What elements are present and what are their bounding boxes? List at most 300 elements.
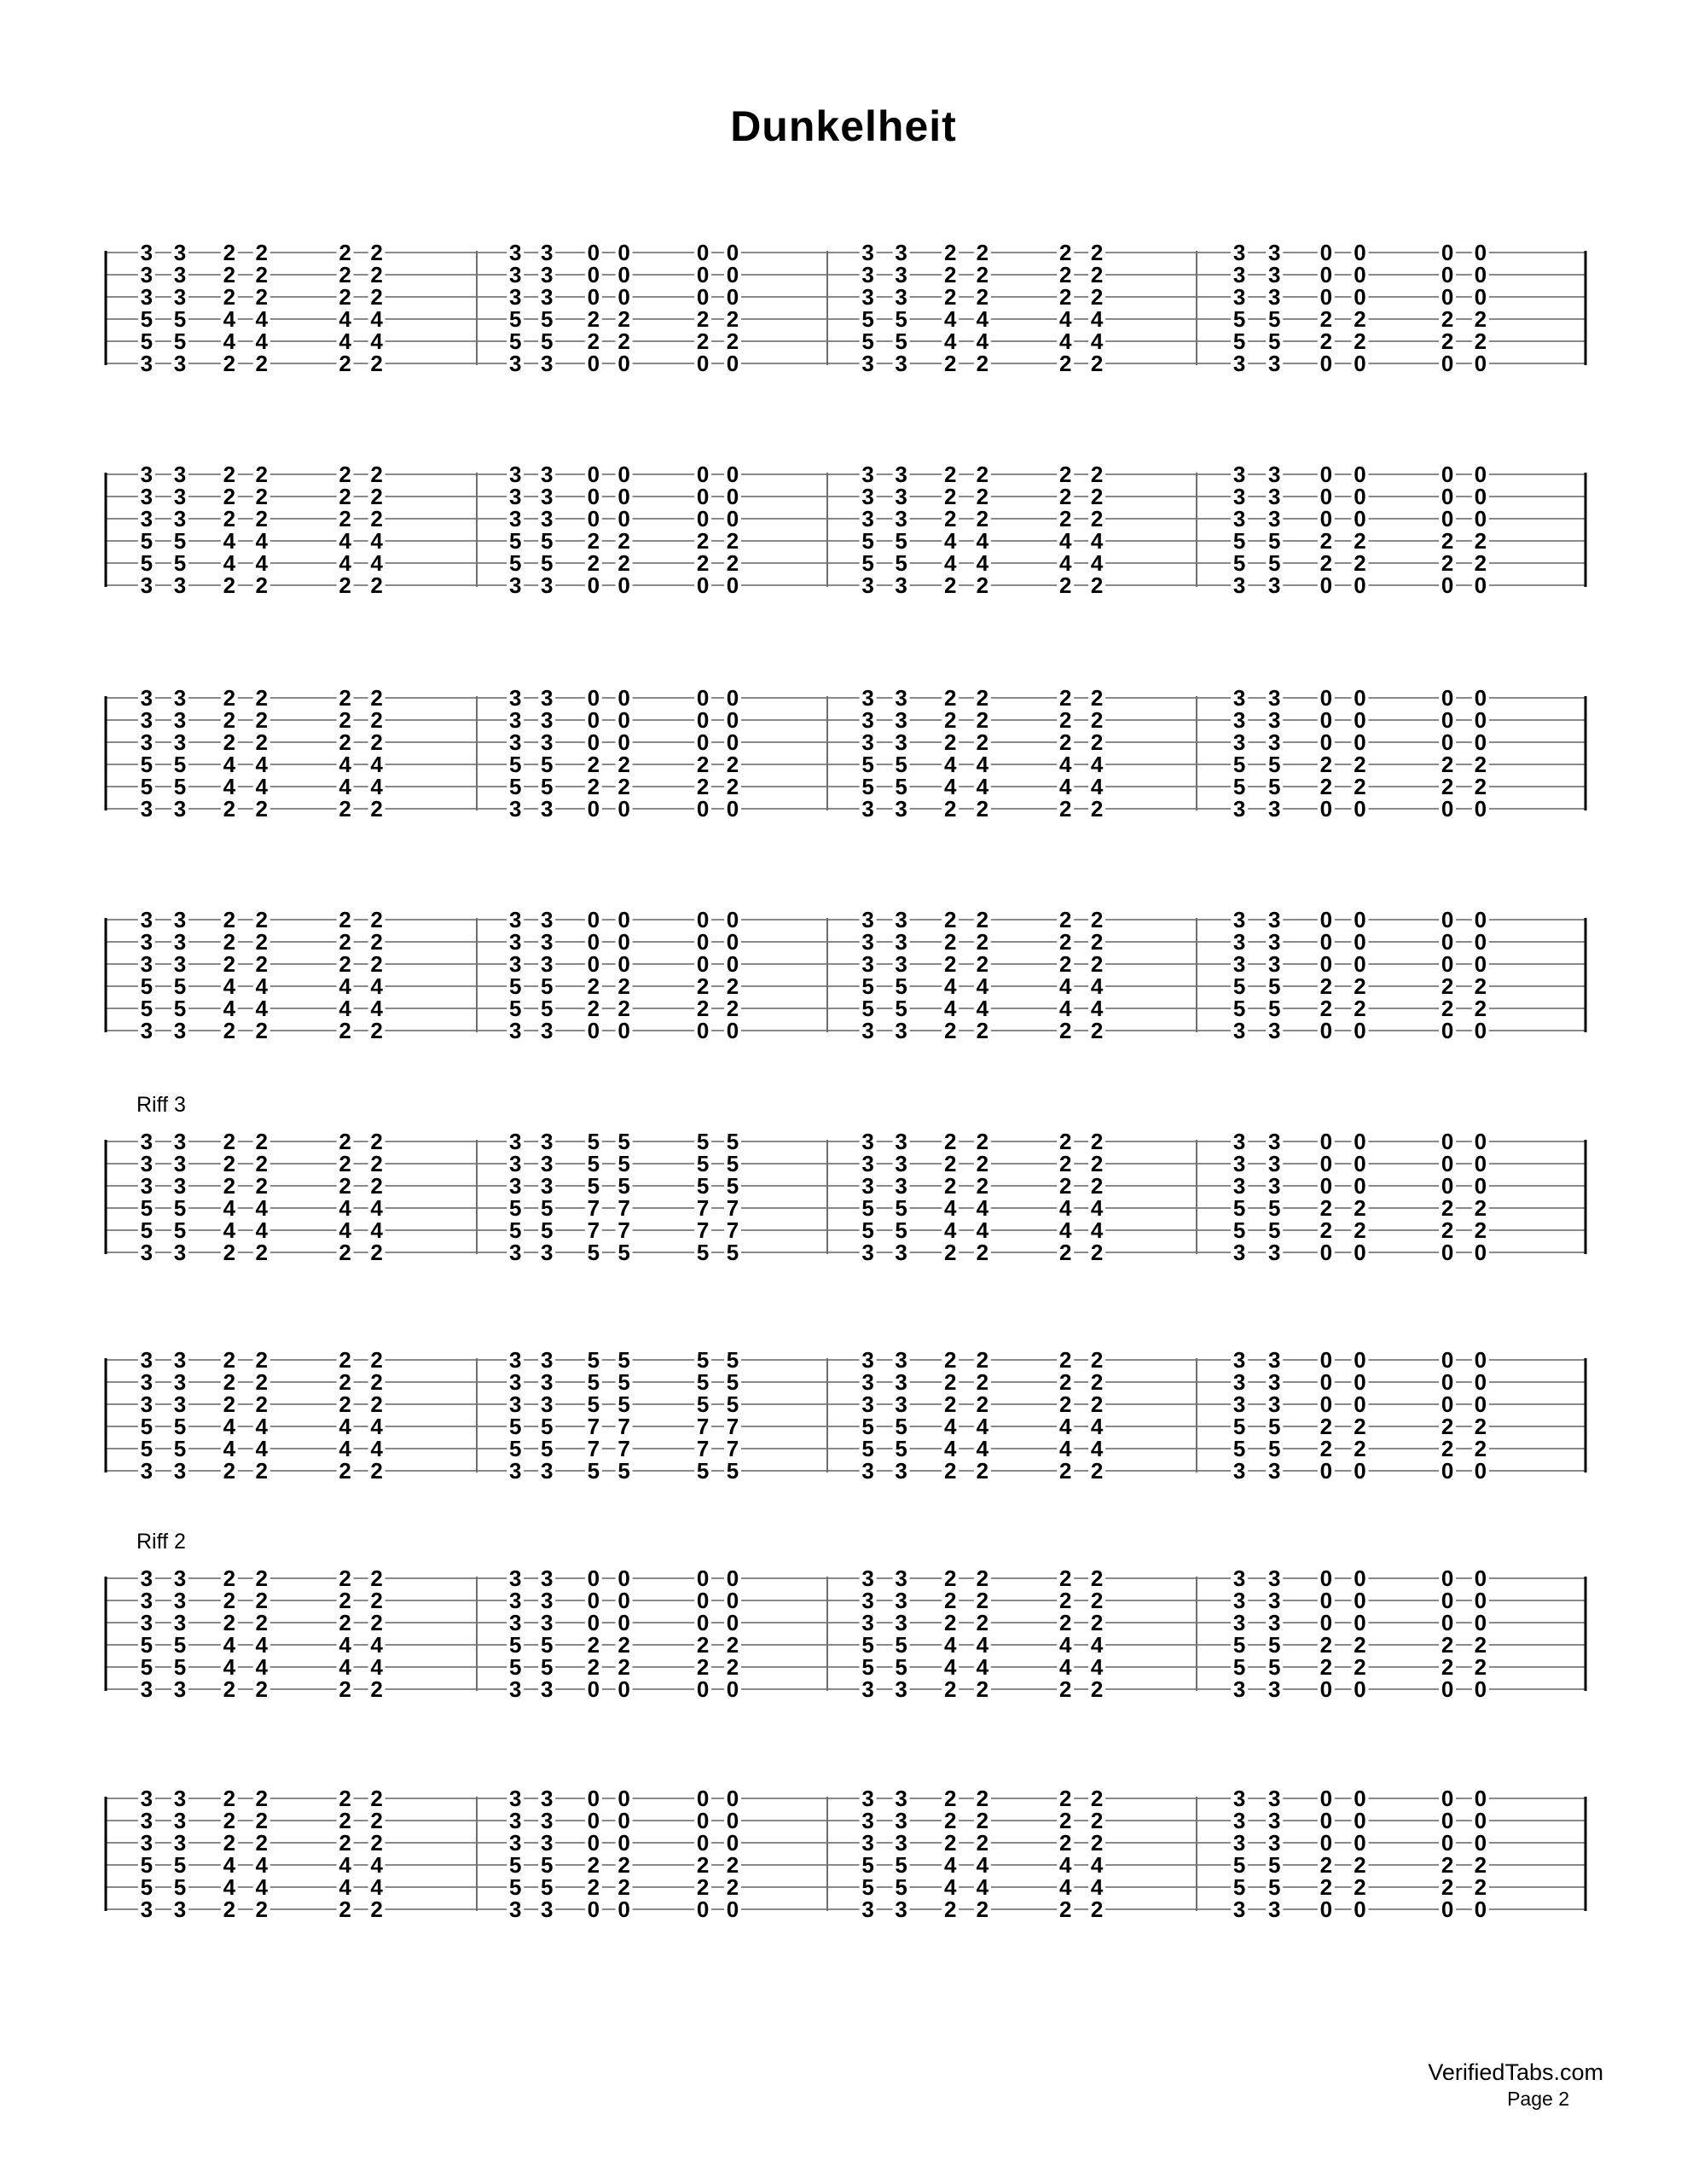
fret-number: 2 bbox=[976, 1830, 989, 1856]
fret-number: 3 bbox=[861, 1676, 874, 1702]
fret-number: 5 bbox=[696, 1458, 710, 1484]
fret-number: 5 bbox=[540, 1852, 554, 1878]
fret-number: 2 bbox=[1090, 1676, 1104, 1702]
fret-number: 0 bbox=[617, 462, 630, 487]
fret-number: 4 bbox=[255, 550, 268, 576]
fret-number: 4 bbox=[943, 1217, 957, 1243]
fret-number: 2 bbox=[1059, 907, 1072, 932]
fret-number: 5 bbox=[895, 752, 907, 777]
fret-number: 0 bbox=[1319, 1830, 1333, 1856]
fret-number: 2 bbox=[370, 284, 383, 310]
fret-number: 2 bbox=[1059, 729, 1072, 755]
tab-system bbox=[0, 1773, 1687, 1922]
fret-number: 2 bbox=[255, 1458, 268, 1484]
fret-number: 3 bbox=[895, 1830, 907, 1856]
fret-number: 4 bbox=[976, 1436, 989, 1461]
fret-number: 5 bbox=[587, 1173, 600, 1199]
fret-number: 5 bbox=[173, 1217, 187, 1243]
fret-number: 0 bbox=[1319, 284, 1333, 310]
fret-number: 4 bbox=[943, 1654, 957, 1680]
fret-number: 0 bbox=[1441, 951, 1454, 977]
fret-number: 2 bbox=[370, 1896, 383, 1922]
fret-number: 0 bbox=[587, 1808, 600, 1833]
song-title: Dunkelheit bbox=[730, 102, 957, 150]
fret-number: 5 bbox=[1232, 550, 1246, 576]
fret-number: 2 bbox=[370, 1786, 383, 1811]
footer-site: VerifiedTabs.com bbox=[1428, 2059, 1603, 2085]
fret-number: 0 bbox=[1441, 1129, 1454, 1154]
fret-number: 3 bbox=[173, 284, 187, 310]
fret-number: 0 bbox=[1474, 284, 1487, 310]
fret-number: 2 bbox=[339, 1610, 351, 1635]
fret-number: 2 bbox=[976, 1151, 989, 1176]
fret-number: 2 bbox=[223, 506, 236, 531]
fret-number: 3 bbox=[1267, 1808, 1281, 1833]
fret-number: 0 bbox=[1319, 1610, 1333, 1635]
fret-number: 3 bbox=[861, 1369, 874, 1395]
fret-number: 0 bbox=[726, 1676, 739, 1702]
fret-number: 2 bbox=[976, 1369, 989, 1395]
fret-number: 5 bbox=[1267, 1217, 1281, 1243]
fret-number: 5 bbox=[895, 1654, 907, 1680]
fret-number: 4 bbox=[370, 1852, 383, 1878]
fret-number: 0 bbox=[1354, 1808, 1366, 1833]
fret-number: 0 bbox=[1474, 1565, 1487, 1591]
fret-number: 5 bbox=[895, 328, 907, 354]
fret-number: 3 bbox=[895, 1610, 907, 1635]
fret-number: 5 bbox=[895, 1852, 907, 1878]
fret-number: 3 bbox=[508, 929, 522, 955]
fret-number: 5 bbox=[587, 1240, 600, 1265]
fret-number: 0 bbox=[1319, 951, 1333, 977]
fret-number: 2 bbox=[1474, 973, 1487, 999]
fret-number: 3 bbox=[173, 1369, 187, 1395]
fret-number: 5 bbox=[617, 1151, 630, 1176]
fret-number: 2 bbox=[223, 1129, 236, 1154]
fret-number: 2 bbox=[223, 729, 236, 755]
fret-number: 4 bbox=[976, 550, 989, 576]
fret-number: 4 bbox=[976, 1654, 989, 1680]
fret-number: 2 bbox=[1090, 1458, 1104, 1484]
tab-staff bbox=[0, 1334, 1687, 1505]
fret-number: 4 bbox=[370, 1195, 383, 1221]
fret-number: 2 bbox=[223, 462, 236, 487]
fret-number: 4 bbox=[370, 1436, 383, 1461]
fret-number: 3 bbox=[861, 1240, 874, 1265]
fret-number: 0 bbox=[1474, 572, 1487, 598]
fret-number: 2 bbox=[976, 240, 989, 265]
fret-number: 3 bbox=[861, 284, 874, 310]
fret-number: 2 bbox=[976, 1018, 989, 1043]
fret-number: 3 bbox=[895, 1391, 907, 1417]
fret-number: 5 bbox=[1267, 1195, 1281, 1221]
fret-number: 4 bbox=[255, 1195, 268, 1221]
fret-number: 3 bbox=[1232, 240, 1246, 265]
fret-number: 2 bbox=[1059, 1786, 1072, 1811]
fret-number: 2 bbox=[255, 284, 268, 310]
fret-number: 3 bbox=[140, 1240, 154, 1265]
fret-number: 2 bbox=[339, 1018, 351, 1043]
fret-number: 0 bbox=[1441, 284, 1454, 310]
fret-number: 0 bbox=[1354, 351, 1366, 376]
fret-number: 3 bbox=[1232, 1129, 1246, 1154]
fret-number: 0 bbox=[587, 284, 600, 310]
fret-number: 2 bbox=[976, 729, 989, 755]
fret-number: 0 bbox=[1441, 506, 1454, 531]
fret-number: 2 bbox=[726, 550, 739, 576]
fret-number: 3 bbox=[508, 240, 522, 265]
fret-number: 2 bbox=[370, 1458, 383, 1484]
fret-number: 0 bbox=[1319, 240, 1333, 265]
fret-number: 0 bbox=[617, 484, 630, 509]
fret-number: 2 bbox=[943, 1896, 957, 1922]
fret-number: 2 bbox=[223, 1173, 236, 1199]
fret-number: 2 bbox=[223, 1565, 236, 1591]
fret-number: 0 bbox=[1441, 1808, 1454, 1833]
fret-number: 2 bbox=[1474, 752, 1487, 777]
fret-number: 2 bbox=[1354, 550, 1366, 576]
fret-number: 2 bbox=[223, 1369, 236, 1395]
fret-number: 2 bbox=[339, 796, 351, 822]
fret-number: 3 bbox=[1232, 1151, 1246, 1176]
fret-number: 3 bbox=[861, 1610, 874, 1635]
fret-number: 2 bbox=[1090, 1151, 1104, 1176]
fret-number: 3 bbox=[1232, 1565, 1246, 1591]
fret-number: 4 bbox=[976, 1632, 989, 1658]
fret-number: 2 bbox=[1441, 1217, 1454, 1243]
fret-number: 2 bbox=[223, 284, 236, 310]
fret-number: 3 bbox=[140, 506, 154, 531]
fret-number: 4 bbox=[1059, 528, 1072, 554]
fret-number: 2 bbox=[726, 1852, 739, 1878]
fret-number: 3 bbox=[1267, 1151, 1281, 1176]
fret-number: 5 bbox=[140, 1195, 154, 1221]
fret-number: 0 bbox=[587, 506, 600, 531]
fret-number: 2 bbox=[1059, 284, 1072, 310]
fret-number: 5 bbox=[895, 1436, 907, 1461]
fret-number: 4 bbox=[1090, 550, 1104, 576]
fret-number: 2 bbox=[1090, 1391, 1104, 1417]
fret-number: 3 bbox=[508, 907, 522, 932]
fret-number: 2 bbox=[943, 1240, 957, 1265]
fret-number: 2 bbox=[1441, 1632, 1454, 1658]
fret-number: 0 bbox=[726, 1588, 739, 1613]
fret-number: 3 bbox=[861, 907, 874, 932]
fret-number: 3 bbox=[173, 572, 187, 598]
fret-number: 4 bbox=[223, 1874, 236, 1900]
fret-number: 0 bbox=[1319, 707, 1333, 733]
fret-number: 0 bbox=[1354, 1129, 1366, 1154]
fret-number: 0 bbox=[587, 1676, 600, 1702]
fret-number: 5 bbox=[696, 1129, 710, 1154]
fret-number: 0 bbox=[1354, 1676, 1366, 1702]
fret-number: 0 bbox=[1474, 1610, 1487, 1635]
fret-number: 2 bbox=[617, 1852, 630, 1878]
fret-number: 4 bbox=[1090, 996, 1104, 1021]
fret-number: 3 bbox=[1267, 351, 1281, 376]
fret-number: 2 bbox=[587, 1632, 600, 1658]
fret-number: 2 bbox=[255, 484, 268, 509]
fret-number: 3 bbox=[1267, 572, 1281, 598]
fret-number: 2 bbox=[943, 1173, 957, 1199]
fret-number: 4 bbox=[255, 328, 268, 354]
fret-number: 2 bbox=[370, 929, 383, 955]
fret-number: 0 bbox=[587, 951, 600, 977]
fret-number: 2 bbox=[976, 1676, 989, 1702]
fret-number: 3 bbox=[861, 1786, 874, 1811]
fret-number: 3 bbox=[861, 1830, 874, 1856]
fret-number: 0 bbox=[1474, 1347, 1487, 1373]
fret-number: 3 bbox=[540, 284, 554, 310]
fret-number: 2 bbox=[1354, 528, 1366, 554]
fret-number: 2 bbox=[1090, 1347, 1104, 1373]
fret-number: 4 bbox=[339, 1195, 351, 1221]
fret-number: 5 bbox=[140, 328, 154, 354]
fret-number: 0 bbox=[1441, 1369, 1454, 1395]
fret-number: 3 bbox=[173, 685, 187, 711]
fret-number: 0 bbox=[1441, 240, 1454, 265]
fret-number: 0 bbox=[1474, 796, 1487, 822]
fret-number: 3 bbox=[508, 1676, 522, 1702]
fret-number: 3 bbox=[140, 1786, 154, 1811]
fret-number: 2 bbox=[1090, 1565, 1104, 1591]
fret-number: 3 bbox=[173, 1786, 187, 1811]
fret-number: 2 bbox=[370, 796, 383, 822]
fret-number: 3 bbox=[895, 1018, 907, 1043]
fret-number: 2 bbox=[943, 685, 957, 711]
fret-number: 4 bbox=[339, 752, 351, 777]
fret-number: 5 bbox=[895, 1217, 907, 1243]
fret-number: 4 bbox=[1059, 752, 1072, 777]
fret-number: 0 bbox=[1441, 907, 1454, 932]
fret-number: 3 bbox=[861, 240, 874, 265]
fret-number: 2 bbox=[943, 1808, 957, 1833]
fret-number: 5 bbox=[895, 1874, 907, 1900]
fret-number: 0 bbox=[1441, 1347, 1454, 1373]
fret-number: 4 bbox=[255, 1874, 268, 1900]
fret-number: 0 bbox=[587, 1018, 600, 1043]
fret-number: 0 bbox=[1474, 1830, 1487, 1856]
fret-number: 5 bbox=[1232, 528, 1246, 554]
fret-number: 3 bbox=[861, 1151, 874, 1176]
fret-number: 3 bbox=[508, 1588, 522, 1613]
fret-number: 3 bbox=[861, 1458, 874, 1484]
fret-number: 4 bbox=[339, 1436, 351, 1461]
fret-number: 2 bbox=[1354, 1874, 1366, 1900]
fret-number: 2 bbox=[1059, 707, 1072, 733]
fret-number: 2 bbox=[976, 462, 989, 487]
fret-number: 2 bbox=[976, 1458, 989, 1484]
fret-number: 2 bbox=[255, 351, 268, 376]
fret-number: 0 bbox=[1319, 484, 1333, 509]
fret-number: 3 bbox=[861, 1896, 874, 1922]
fret-number: 0 bbox=[1474, 1369, 1487, 1395]
fret-number: 2 bbox=[255, 1018, 268, 1043]
fret-number: 2 bbox=[696, 752, 710, 777]
fret-number: 4 bbox=[976, 306, 989, 332]
fret-number: 5 bbox=[1232, 752, 1246, 777]
fret-number: 4 bbox=[943, 550, 957, 576]
fret-number: 5 bbox=[140, 973, 154, 999]
fret-number: 3 bbox=[173, 1391, 187, 1417]
fret-number: 5 bbox=[726, 1369, 739, 1395]
fret-number: 4 bbox=[1059, 1414, 1072, 1439]
fret-number: 2 bbox=[223, 1808, 236, 1833]
fret-number: 4 bbox=[976, 774, 989, 799]
fret-number: 7 bbox=[617, 1217, 630, 1243]
fret-number: 7 bbox=[617, 1414, 630, 1439]
fret-number: 2 bbox=[1059, 1610, 1072, 1635]
fret-number: 2 bbox=[223, 1347, 236, 1373]
fret-number: 2 bbox=[1474, 1852, 1487, 1878]
fret-number: 2 bbox=[696, 1654, 710, 1680]
fret-number: 2 bbox=[370, 1347, 383, 1373]
fret-number: 3 bbox=[540, 1129, 554, 1154]
fret-number: 7 bbox=[726, 1195, 739, 1221]
fret-number: 5 bbox=[617, 1391, 630, 1417]
fret-number: 3 bbox=[861, 796, 874, 822]
fret-number: 3 bbox=[540, 1018, 554, 1043]
fret-number: 2 bbox=[255, 506, 268, 531]
fret-number: 3 bbox=[508, 1018, 522, 1043]
fret-number: 3 bbox=[895, 484, 907, 509]
fret-number: 2 bbox=[587, 774, 600, 799]
fret-number: 2 bbox=[976, 1173, 989, 1199]
fret-number: 2 bbox=[587, 550, 600, 576]
fret-number: 2 bbox=[370, 262, 383, 288]
fret-number: 4 bbox=[255, 1632, 268, 1658]
fret-number: 0 bbox=[1354, 1458, 1366, 1484]
fret-number: 0 bbox=[617, 1786, 630, 1811]
fret-number: 2 bbox=[1059, 1458, 1072, 1484]
fret-number: 2 bbox=[1354, 1414, 1366, 1439]
fret-number: 0 bbox=[617, 284, 630, 310]
fret-number: 7 bbox=[726, 1436, 739, 1461]
fret-number: 5 bbox=[540, 306, 554, 332]
fret-number: 2 bbox=[1090, 1786, 1104, 1811]
fret-number: 3 bbox=[1232, 1610, 1246, 1635]
fret-number: 2 bbox=[339, 729, 351, 755]
fret-number: 3 bbox=[140, 685, 154, 711]
fret-number: 5 bbox=[140, 1874, 154, 1900]
fret-number: 3 bbox=[508, 351, 522, 376]
fret-number: 2 bbox=[223, 240, 236, 265]
fret-number: 2 bbox=[339, 707, 351, 733]
fret-number: 3 bbox=[173, 1347, 187, 1373]
fret-number: 2 bbox=[370, 1588, 383, 1613]
fret-number: 3 bbox=[1232, 1830, 1246, 1856]
fret-number: 3 bbox=[140, 1588, 154, 1613]
fret-number: 3 bbox=[140, 572, 154, 598]
fret-number: 2 bbox=[1354, 973, 1366, 999]
fret-number: 2 bbox=[1319, 774, 1333, 799]
fret-number: 0 bbox=[1441, 1173, 1454, 1199]
fret-number: 3 bbox=[173, 907, 187, 932]
fret-number: 2 bbox=[1090, 506, 1104, 531]
fret-number: 5 bbox=[173, 996, 187, 1021]
fret-number: 5 bbox=[540, 1436, 554, 1461]
fret-number: 4 bbox=[1059, 1632, 1072, 1658]
fret-number: 4 bbox=[339, 973, 351, 999]
fret-number: 2 bbox=[1059, 685, 1072, 711]
fret-number: 5 bbox=[508, 996, 522, 1021]
fret-number: 4 bbox=[1090, 306, 1104, 332]
fret-number: 0 bbox=[1441, 1458, 1454, 1484]
fret-number: 5 bbox=[508, 1654, 522, 1680]
fret-number: 3 bbox=[540, 1458, 554, 1484]
fret-number: 2 bbox=[339, 1369, 351, 1395]
fret-number: 2 bbox=[587, 328, 600, 354]
fret-number: 2 bbox=[370, 506, 383, 531]
fret-number: 4 bbox=[223, 328, 236, 354]
fret-number: 2 bbox=[223, 1391, 236, 1417]
fret-number: 4 bbox=[976, 1217, 989, 1243]
fret-number: 0 bbox=[696, 240, 710, 265]
fret-number: 3 bbox=[540, 729, 554, 755]
fret-number: 0 bbox=[1319, 1129, 1333, 1154]
fret-number: 3 bbox=[540, 572, 554, 598]
fret-number: 2 bbox=[976, 907, 989, 932]
fret-number: 5 bbox=[540, 550, 554, 576]
tab-system bbox=[0, 672, 1687, 822]
fret-number: 2 bbox=[617, 752, 630, 777]
fret-number: 5 bbox=[173, 1654, 187, 1680]
fret-number: 3 bbox=[1232, 1369, 1246, 1395]
fret-number: 5 bbox=[1232, 973, 1246, 999]
fret-number: 0 bbox=[1319, 929, 1333, 955]
fret-number: 5 bbox=[895, 774, 907, 799]
fret-number: 4 bbox=[339, 1852, 351, 1878]
fret-number: 2 bbox=[1090, 951, 1104, 977]
fret-number: 2 bbox=[1090, 729, 1104, 755]
fret-number: 2 bbox=[223, 1240, 236, 1265]
fret-number: 5 bbox=[1232, 1195, 1246, 1221]
fret-number: 0 bbox=[696, 707, 710, 733]
fret-number: 0 bbox=[1354, 1786, 1366, 1811]
fret-number: 3 bbox=[1232, 1588, 1246, 1613]
fret-number: 4 bbox=[255, 1436, 268, 1461]
fret-number: 3 bbox=[173, 1808, 187, 1833]
fret-number: 0 bbox=[696, 1018, 710, 1043]
fret-number: 2 bbox=[943, 1676, 957, 1702]
fret-number: 2 bbox=[1319, 752, 1333, 777]
fret-number: 2 bbox=[943, 1151, 957, 1176]
fret-number: 3 bbox=[540, 1240, 554, 1265]
fret-number: 3 bbox=[540, 707, 554, 733]
fret-number: 3 bbox=[1267, 1458, 1281, 1484]
fret-number: 3 bbox=[508, 796, 522, 822]
fret-number: 2 bbox=[223, 1018, 236, 1043]
fret-number: 2 bbox=[370, 240, 383, 265]
fret-number: 7 bbox=[587, 1217, 600, 1243]
fret-number: 5 bbox=[726, 1173, 739, 1199]
fret-number: 2 bbox=[1090, 572, 1104, 598]
fret-number: 2 bbox=[1474, 1217, 1487, 1243]
fret-number: 3 bbox=[140, 1896, 154, 1922]
fret-number: 0 bbox=[1354, 1369, 1366, 1395]
fret-number: 3 bbox=[140, 240, 154, 265]
fret-number: 7 bbox=[587, 1414, 600, 1439]
fret-number: 3 bbox=[895, 1565, 907, 1591]
fret-number: 5 bbox=[617, 1173, 630, 1199]
fret-number: 5 bbox=[140, 1217, 154, 1243]
fret-number: 2 bbox=[339, 907, 351, 932]
fret-number: 3 bbox=[861, 1173, 874, 1199]
fret-number: 4 bbox=[223, 774, 236, 799]
fret-number: 2 bbox=[943, 929, 957, 955]
fret-number: 3 bbox=[173, 1588, 187, 1613]
fret-number: 0 bbox=[726, 907, 739, 932]
